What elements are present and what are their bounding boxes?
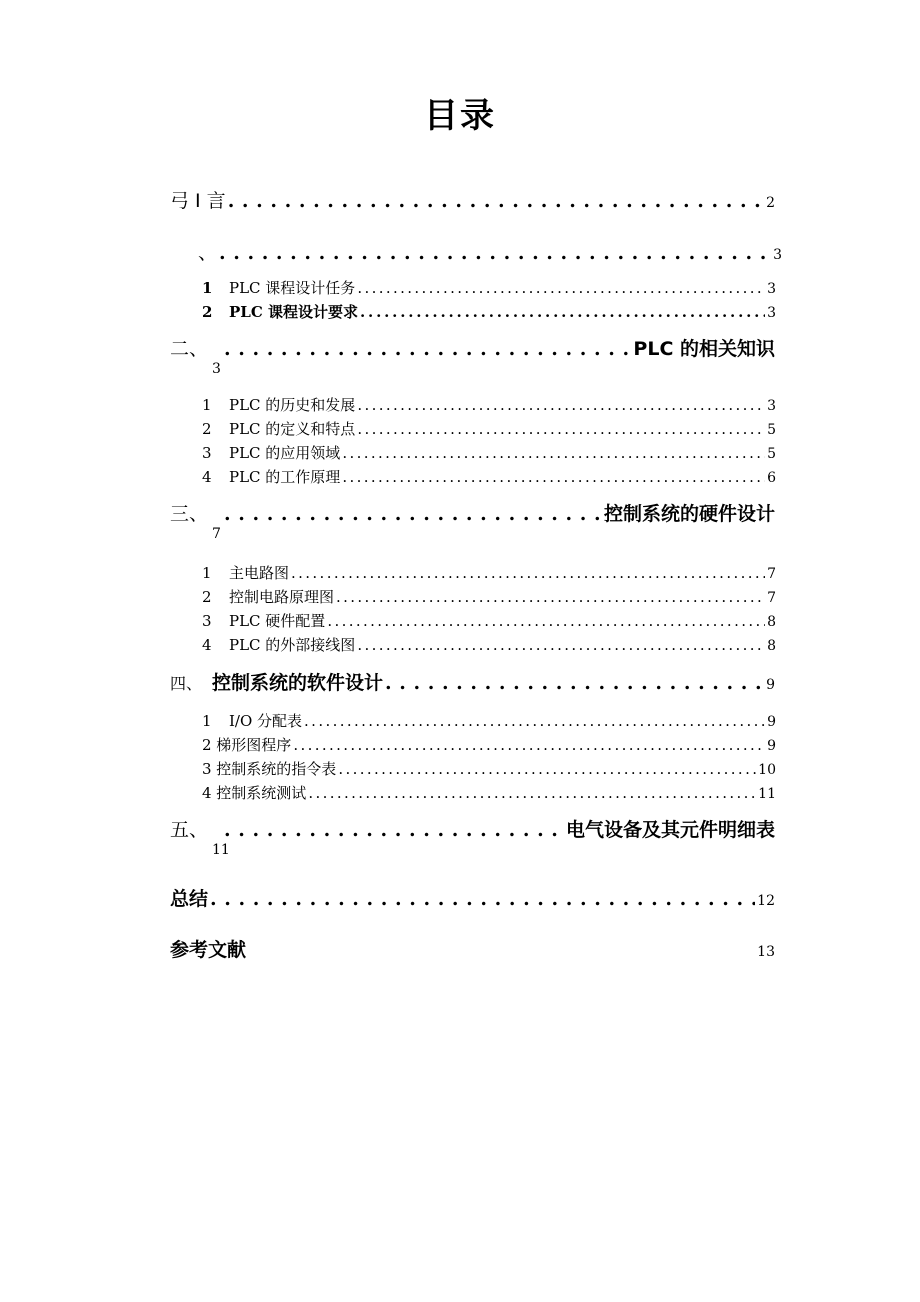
toc-label: PLC 的工作原理 bbox=[229, 468, 341, 486]
toc-entry-4-3[interactable] bbox=[202, 758, 776, 779]
toc-number: 3 bbox=[202, 444, 212, 462]
toc-leader bbox=[210, 888, 755, 910]
toc-page-number: 10 bbox=[758, 762, 776, 778]
toc-title-tail: PLC 的相关知识 bbox=[633, 338, 775, 360]
toc-entry-summary[interactable] bbox=[170, 884, 775, 911]
toc-entry-1-2[interactable] bbox=[202, 301, 776, 322]
toc-title: 控制系统的软件设计 bbox=[212, 672, 384, 694]
toc-page-number: 3 bbox=[212, 361, 221, 377]
toc-entry-4-2[interactable] bbox=[202, 734, 776, 755]
toc-page-number: 9 bbox=[767, 738, 776, 754]
toc-label: 主电路图 bbox=[229, 564, 290, 582]
toc-page-number: 7 bbox=[767, 590, 776, 606]
toc-label: PLC 的外部接线图 bbox=[229, 636, 356, 654]
toc-label: 二、 bbox=[170, 338, 209, 360]
toc-entry-4-1[interactable] bbox=[202, 710, 776, 731]
toc-number: 1 bbox=[202, 396, 212, 414]
toc-leader bbox=[360, 303, 765, 321]
toc-number: 1 bbox=[202, 712, 212, 730]
toc-label: PLC 课程设计任务 bbox=[229, 279, 356, 297]
toc-entry-2-3[interactable] bbox=[202, 442, 776, 463]
toc-leader bbox=[357, 420, 765, 438]
toc-number: 3 bbox=[202, 612, 212, 630]
toc-leader bbox=[219, 242, 771, 264]
toc-leader bbox=[291, 564, 765, 582]
toc-entry-introduction[interactable] bbox=[170, 186, 775, 213]
toc-label: 总结 bbox=[170, 888, 209, 910]
toc-page-number: 7 bbox=[212, 526, 221, 542]
toc-page-number: 3 bbox=[773, 247, 782, 263]
toc-leader bbox=[304, 712, 765, 730]
toc-label: 2 梯形图程序 bbox=[202, 736, 292, 754]
toc-label: 三、 bbox=[170, 503, 209, 525]
toc-entry-2-4[interactable] bbox=[202, 466, 776, 487]
toc-number: 1 bbox=[202, 564, 212, 582]
toc-label: 控制电路原理图 bbox=[229, 588, 335, 606]
toc-leader bbox=[342, 444, 765, 462]
toc-leader bbox=[338, 760, 756, 778]
toc-page-number: 8 bbox=[767, 614, 776, 630]
toc-title-tail: 控制系统的硬件设计 bbox=[603, 503, 775, 525]
toc-leader bbox=[224, 819, 564, 841]
toc-label: PLC 的应用领域 bbox=[229, 444, 341, 462]
toc-entry-references[interactable] bbox=[170, 935, 775, 962]
toc-page-number: 6 bbox=[767, 470, 776, 486]
toc-leader bbox=[357, 396, 765, 414]
toc-entry-chapter-1[interactable] bbox=[170, 238, 782, 265]
toc-label: I/O 分配表 bbox=[229, 712, 303, 730]
toc-leader bbox=[342, 468, 765, 486]
toc-label: 弓 I 言 bbox=[170, 190, 226, 212]
toc-page-number: 2 bbox=[766, 195, 775, 211]
toc-label: 、 bbox=[198, 242, 218, 264]
toc-entry-2-2[interactable] bbox=[202, 418, 776, 439]
toc-page-number: 7 bbox=[767, 566, 776, 582]
toc-page-number: 9 bbox=[766, 677, 775, 693]
toc-entry-chapter-2[interactable] bbox=[170, 334, 775, 361]
toc-entry-chapter-5[interactable] bbox=[170, 815, 775, 842]
toc-page-number: 8 bbox=[767, 638, 776, 654]
toc-label: 五、 bbox=[170, 819, 209, 841]
toc-page-number: 5 bbox=[767, 422, 776, 438]
toc-page-number: 9 bbox=[767, 714, 776, 730]
toc-label: PLC 的历史和发展 bbox=[229, 396, 356, 414]
toc-entry-chapter-3[interactable] bbox=[170, 499, 775, 526]
toc-entry-3-2[interactable] bbox=[202, 586, 776, 607]
toc-entry-3-3[interactable] bbox=[202, 610, 776, 631]
toc-number: 2 bbox=[202, 303, 213, 321]
toc-leader bbox=[327, 612, 765, 630]
toc-page-number: 13 bbox=[757, 944, 775, 960]
toc-number: 4 bbox=[202, 636, 212, 654]
toc-entry-4-4[interactable] bbox=[202, 782, 776, 803]
toc-title-tail: 电气设备及其元件明细表 bbox=[565, 819, 775, 841]
toc-page-number: 11 bbox=[758, 786, 776, 802]
toc-entry-3-4[interactable] bbox=[202, 634, 776, 655]
toc-leader bbox=[357, 279, 765, 297]
toc-label: PLC 课程设计要求 bbox=[229, 303, 358, 321]
toc-page-number: 3 bbox=[767, 281, 776, 297]
toc-entry-chapter-4[interactable] bbox=[170, 668, 775, 695]
toc-leader bbox=[308, 784, 756, 802]
toc-label: 4 控制系统测试 bbox=[202, 784, 307, 802]
toc-label: PLC 硬件配置 bbox=[229, 612, 326, 630]
toc-label: 四、 bbox=[170, 674, 203, 693]
toc-leader bbox=[224, 503, 602, 525]
toc-leader bbox=[357, 636, 765, 654]
toc-leader bbox=[224, 338, 631, 360]
toc-label: PLC 的定义和特点 bbox=[229, 420, 356, 438]
toc-number: 2 bbox=[202, 420, 212, 438]
toc-number: 4 bbox=[202, 468, 212, 486]
toc-page-number: 5 bbox=[767, 446, 776, 462]
toc-entry-3-1[interactable] bbox=[202, 562, 776, 583]
toc-number: 1 bbox=[202, 279, 213, 297]
page-title: 目录 bbox=[424, 96, 496, 136]
toc-page-number: 12 bbox=[757, 893, 775, 909]
toc-page-number: 11 bbox=[212, 842, 230, 858]
toc-leader bbox=[385, 672, 764, 694]
toc-leader bbox=[228, 190, 764, 212]
toc-number: 2 bbox=[202, 588, 212, 606]
toc-entry-1-1[interactable] bbox=[202, 277, 776, 298]
toc-page-number: 3 bbox=[767, 398, 776, 414]
toc-label: 3 控制系统的指令表 bbox=[202, 760, 337, 778]
toc-page-number: 3 bbox=[767, 305, 776, 321]
toc-entry-2-1[interactable] bbox=[202, 394, 776, 415]
toc-leader bbox=[336, 588, 765, 606]
toc-label: 参考文献 bbox=[170, 939, 247, 961]
toc-leader bbox=[293, 736, 765, 754]
